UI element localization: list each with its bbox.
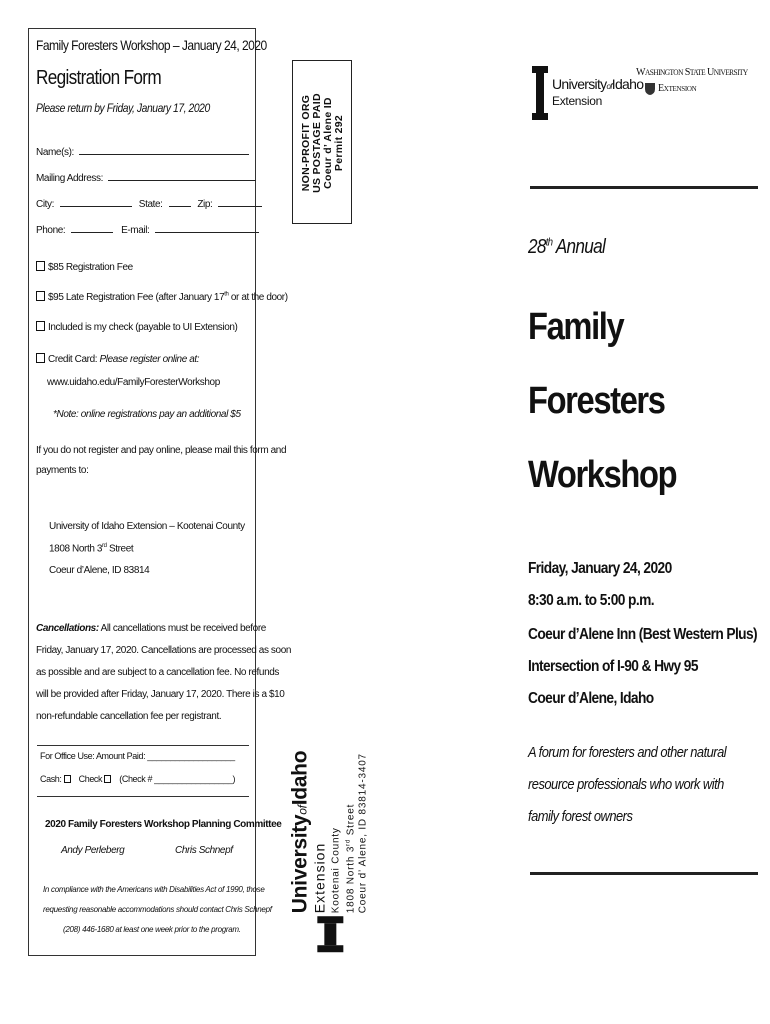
wsu-extension-logo	[636, 66, 764, 106]
event-city: Coeur d’Alene, Idaho	[528, 690, 654, 707]
option-check-included[interactable]	[36, 321, 237, 333]
check-included-checkbox[interactable]	[36, 321, 45, 331]
office-use-box	[37, 745, 249, 797]
cash-checkbox[interactable]	[64, 775, 71, 783]
online-fee-note: *Note: online registrations pay an additional $5	[53, 409, 241, 420]
mailing-address-line-1: University of Idaho Extension – Kootenai County	[49, 521, 245, 532]
bottom-divider	[530, 872, 758, 875]
credit-card-checkbox[interactable]	[36, 353, 45, 363]
credit-card-label: Credit Card:	[48, 354, 100, 365]
annual-label: 28th Annual	[528, 236, 606, 258]
check-included-label: Included is my check (payable to UI Extension)	[48, 322, 238, 333]
ada-notice-line-1: In compliance with the Americans with Disabilities Act of 1990, those	[43, 885, 265, 894]
zip-line[interactable]	[218, 206, 262, 207]
name-field[interactable]	[36, 147, 249, 158]
committee-title: 2020 Family Foresters Workshop Planning Committee	[45, 819, 282, 830]
register-url-link[interactable]: www.uidaho.edu/FamilyForesterWorkshop	[47, 377, 220, 388]
ui-extension-logo	[532, 66, 644, 120]
return-university-name: UniversityofIdaho	[288, 750, 312, 914]
option-regular-fee[interactable]	[36, 261, 133, 273]
top-divider	[530, 186, 758, 189]
return-by-note: Please return by Friday, January 17, 2020	[36, 101, 210, 115]
committee-member-1: Andy Perleberg	[61, 845, 125, 856]
indicia-line-3: Coeur d’ Alene ID	[322, 97, 334, 189]
event-intersection: Intersection of I-90 & Hwy 95	[528, 658, 698, 675]
mailing-address-line-3: Coeur d’Alene, ID 83814	[49, 565, 150, 576]
late-fee-label: $95 Late Registration Fee (after January 17th or at the door)	[48, 291, 288, 303]
phone-email-field[interactable]	[36, 225, 259, 236]
office-use-amount: For Office Use: Amount Paid: ___________________	[40, 751, 235, 761]
mail-instruction-line-2: payments to:	[36, 465, 89, 476]
zip-label: Zip:	[197, 199, 213, 210]
indicia-line-2: US POSTAGE PAID	[311, 93, 323, 193]
phone-line[interactable]	[71, 232, 113, 233]
mailing-line[interactable]	[108, 180, 256, 181]
wsu-logo-extension: Extension	[658, 83, 697, 94]
event-time: 8:30 a.m. to 5:00 p.m.	[528, 592, 654, 609]
return-county: Kootenai County	[330, 827, 342, 914]
option-credit-card[interactable]	[36, 353, 199, 365]
office-use-payment-type: Cash: Check (Check # _________________)	[40, 774, 236, 784]
ui-block-i-icon	[532, 66, 548, 120]
check-checkbox[interactable]	[104, 775, 111, 783]
regular-fee-label: $85 Registration Fee	[48, 262, 133, 273]
form-title: Registration Form	[36, 67, 161, 89]
return-extension: Extension	[311, 842, 328, 914]
ada-notice-line-3: (208) 446-1680 at least one week prior to the program.	[63, 925, 241, 934]
return-city: Coeur d’ Alene, ID 83814-3407	[357, 753, 369, 914]
postage-indicia	[292, 60, 352, 224]
title-line-2: Foresters	[528, 380, 665, 422]
mailing-address-line-2: 1808 North 3rd Street	[49, 543, 134, 555]
city-state-zip-field[interactable]	[36, 199, 262, 210]
ui-block-i-logo-icon	[315, 914, 345, 954]
title-line-3: Workshop	[528, 454, 677, 496]
cancellation-line-3: as possible and are subject to a cancellation fee. No refunds	[36, 667, 279, 678]
indicia-line-1: NON-PROFIT ORG	[300, 94, 312, 192]
forum-description-line-1: A forum for foresters and other natural	[528, 744, 727, 761]
return-street: 1808 North 3rd Street	[345, 803, 357, 914]
cancellation-line-2: Friday, January 17, 2020. Cancellations are processed as soon	[36, 645, 292, 656]
regular-fee-checkbox[interactable]	[36, 261, 45, 271]
name-label: Name(s):	[36, 147, 74, 158]
city-line[interactable]	[60, 206, 132, 207]
ui-logo-extension: Extension	[552, 94, 602, 108]
mailing-label: Mailing Address:	[36, 173, 103, 184]
forum-description-line-3: family forest owners	[528, 808, 633, 825]
cancellation-line-4: will be provided after Friday, January 17, 2020. There is a $10	[36, 689, 285, 700]
mail-instruction-line-1: If you do not register and pay online, please mail this form and	[36, 445, 287, 456]
event-date: Friday, January 24, 2020	[528, 560, 672, 577]
phone-label: Phone:	[36, 225, 66, 236]
wsu-logo-name: Washington State University	[636, 66, 748, 78]
email-line[interactable]	[155, 232, 259, 233]
city-label: City:	[36, 199, 55, 210]
state-label: State:	[138, 199, 163, 210]
cancellation-line-1: Cancellations: All cancellations must be received before	[36, 623, 266, 634]
email-label: E-mail:	[121, 225, 150, 236]
registration-form-panel	[28, 28, 292, 956]
event-venue: Coeur d’Alene Inn (Best Western Plus)	[528, 626, 758, 643]
committee-member-2: Chris Schnepf	[175, 845, 233, 856]
indicia-line-4: Permit 292	[333, 114, 345, 172]
late-fee-checkbox[interactable]	[36, 291, 45, 301]
wsu-shield-icon	[644, 82, 656, 96]
title-line-1: Family	[528, 306, 624, 348]
forum-description-line-2: resource professionals who work with	[528, 776, 724, 793]
name-line[interactable]	[79, 154, 249, 155]
cancellation-line-5: non-refundable cancellation fee per registrant.	[36, 711, 222, 722]
mailing-address-field[interactable]	[36, 173, 256, 184]
option-late-fee[interactable]	[36, 291, 288, 303]
workshop-date-line: Family Foresters Workshop – January 24, 2020	[36, 37, 267, 53]
ui-logo-name: UniversityofIdaho	[552, 76, 644, 92]
ada-notice-line-2: requesting reasonable accommodations should contact Chris Schnepf	[43, 905, 272, 914]
credit-card-instruction: Please register online at:	[99, 354, 200, 365]
state-line[interactable]	[169, 206, 191, 207]
